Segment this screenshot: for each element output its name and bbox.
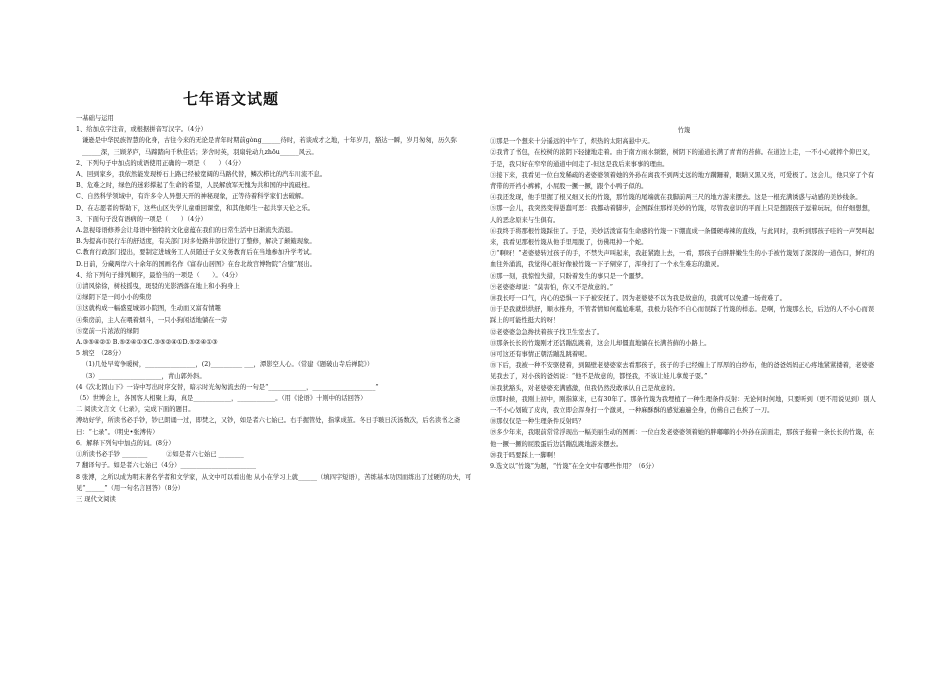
option-d: D.日前，分藏两岸六十余年的国画名作《富春山居图》在台北故宫博物院“合璧”展出。 — [76, 260, 316, 268]
question-6-items: ①所读书必手钞 ________ ②如是者六七始已 ________ — [76, 451, 244, 459]
paragraph-1: ①那是一个想来十分遥远的中午了，炽热的太阳高悬中天。 — [490, 138, 654, 146]
paragraph-3: ③接下来，我看见一位白发稀疏的老婆婆领着她的外孙在离我不到两丈远的地方蹒跚着，眼睛又黑又亮，可爱极了。这会儿，他只穿了个有背带的开裆小裤裤，小屁股一撅一撅，跟个小鸭子似的。 — [490, 171, 875, 191]
paragraph-9: ⑨老婆婆却说：“莫害怕，你又不是故意的。” — [490, 283, 613, 291]
paragraph-17: ⑰那时候，我刚上初中，刚指算来，已有30年了。那条竹篾为我埋植了一种生理条件反射：无论何时何地，只要听到（更不用说见到）别人一不小心划破了皮肉，我立即会浑身打一个激灵，一种麻酥酥的感觉遍遍全身，仿佛自己也挨了一刀。 — [490, 395, 876, 415]
fill-blank-3: （3）____________________，青山郭外斜。 — [82, 372, 206, 380]
question-4-options: A.③⑤④②① B.⑤②④①③C.③⑤②④①D.⑤②④①③ — [76, 339, 218, 347]
option-d: D、在志愿者的帮助下，这些山区失学儿童重回课堂，和其他师生一起共享天伦之乐。 — [76, 204, 315, 212]
sentence-3: ③这就构成一幅盛夏城郊小院图，生动而又富有情趣 — [76, 305, 221, 313]
paragraph-13: ⑬那条长长的竹篾刚才还活蹦乱跳着，这会儿却僵直地躺在长满苔藓的小路上。 — [490, 339, 711, 347]
sentence-2: ②绿阴下是一间小小的柴房 — [76, 294, 152, 302]
paragraph-4: ④我还发现，他手里握了根又细又长的竹篾，那竹篾的尾端就在我脚前两三尺的地方游来摆去。这是一根充满诱惑与动感的美妙线条。 — [490, 194, 862, 202]
option-c: C、自然科学领域中，有许多令人异想天开的神秘现象，正等待着科学家们去破解。 — [76, 193, 308, 201]
section-heading: 一基础与运用 — [76, 115, 114, 122]
paragraph-15: ⑮下后，我被一种不安驱使着，到隔壁老婆婆家去看那孩子，孩子的手已经缠上了厚厚的白纱布，他的爸爸妈妈正心疼地紧紧搂着，老婆婆见我去了，对小孩的爸妈说：“他不是故意的，都怪我，不该让娃儿拿蔑子耍。” — [490, 362, 875, 381]
paragraph-2: ②我背了书包，在校树的浓阴下轻捷地走着。由于南方雨水频繁，树阴下的通道长满了青青的苔藓。在道边上走，一不小心就摔个仰巴叉，于是，我只好在窄窄的通道中间走了-但这是我后来事事的理由。 — [490, 149, 875, 168]
option-c: C.教育行政部门提出，要制定进城务工人员随迁子女义务教育后在当地参加升学考试。 — [76, 249, 316, 257]
paragraph-20: ⑳我于吗要踩上一脚啊！ — [490, 451, 560, 459]
option-b: B、危难之时，绿色的迷彩撑起了生命的希望，人民解放军无愧为共和国的中流砥柱。 — [76, 182, 314, 190]
question-9: 9.选文以“竹篾”为题，“竹篾”在全文中有哪些作用？（6分） — [490, 463, 658, 471]
question-2: 2、下列句子中加点的成语使用正确的一项是（ ）（4分） — [76, 159, 245, 167]
section-3-heading: 三 现代文阅读 — [76, 495, 116, 503]
option-b: B.为提高市民行车的舒适度，有关部门对多处路井部位进行了整修，解决了颠簸现象。 — [76, 238, 316, 246]
paragraph-8: ⑧那一刻，我惊惶失措，只盼着发生的事只是一个噩梦。 — [490, 272, 648, 280]
fill-blank-4: (4《次北固山下》一诗中写出时序交替，暗示时光匆匆流去的一句是“____________，____________________” — [76, 383, 379, 391]
question-1: 1、给加点字注音，或根据拼音写汉字。（4分） — [76, 126, 207, 134]
right-column — [490, 125, 878, 472]
question-6: 6．解释下列句中加点的词。(8分） — [76, 439, 175, 447]
question-4: 4、给下列句子排列顺序，最恰当的一项是（ ）。（4分） — [76, 271, 242, 279]
question-1-passage: 谦逊是中华民族智慧的化身，古往今来的无论是青年时期前ɡònɡ______待时，若谈成才之地，十年岁月，豁达一瞬，岁月匆匆，历久弥______深，三顾茅庐，马蹄踏向千秋佳话；茅舍时英，羽扇轮动九zhōu______风云。 — [82, 137, 457, 156]
left-column — [76, 113, 474, 505]
paragraph-18: ⑱那仅仅是一种生理条件反射吗？ — [490, 418, 585, 426]
question-3: 3、下面句子没有语病的一项是（ ）（4分） — [76, 215, 207, 223]
paragraph-19: ⑲多少年来，我眼前常常浮现出一幅美丽生动的图画：一位白发老婆婆领着她的胖嘟嘟的小外孙在前面走，那孩子拖着一条长长的竹篾，在他一撅一撅的屁股蛋后边活蹦乱跳地游来摆去。 — [490, 429, 875, 448]
fill-blank-1: （1)几处早莺争暖树，________________，(2)__________ ___，潭影空人心。（常建《题破山寺后禅院》） — [82, 361, 374, 369]
sentence-4: ④柴房前，主人在喂着烟斗，一只小狗闲适地躺在一旁 — [76, 316, 228, 324]
sentence-5: ⑤宽前一片浓浓的绿阴 — [76, 327, 139, 335]
question-7: 7 翻译句子。如是者六七始已（4分）________________________ — [76, 462, 257, 470]
paragraph-6: ⑥我终于将那根竹篾踩住了。于是，美妙活泼富有生命感的竹篾一下绷直成一条僵硬毒辣的直线，与此同时，我听到那孩子哇的一声哭叫起来，我看见那根竹篾从他手里甩脱了，仿佛甩掉一个蛇。 — [490, 227, 875, 247]
paragraph-5: ⑤那一会儿，我突然变得愚蠢可恶：我挪动着脚步，企图踩住那样美妙的竹篾，尽管我意识的平面上只是想跟孩子逗着玩玩，但仔细想想，人的恶念原来与生俱有。 — [490, 205, 875, 224]
paragraph-11: ⑪于是我就烘烘舒，顺水推舟，不管者情如何尴尬难堪，我极力装作不自心而误踩了竹篾的样态。是啊，竹篾那么长，后边的人不小心而误踩上的可能性挺大的呀！ — [490, 306, 875, 325]
option-a: A.忽视母语修养会让母语中独特的文化意蕴在我们的日常生活中日渐流失消退。 — [76, 227, 297, 235]
section-2-heading: 二 阅读文言文《七录》，完成下面的题目。 — [76, 406, 195, 414]
paragraph-7: ⑦“啊呀！”老婆婆转过孩子的手，不禁失声叫起来，我赶紧跑上去，一看，那孩子白胖胖嫩生生的小手被竹篾划了深深的一道伤口，鲜红的血往外涌流，我觉得心脏好像被竹篾一下子剜穿了，浑身打了一个永生难忘的激灵。 — [490, 250, 875, 269]
paragraph-16: ⑯我犹豁头，对老婆婆充满感激，但我仍然没敢承认自己是故意的。 — [490, 384, 679, 392]
question-8: 8 张溥，之所以成为明末著名学者和文学家，从文中可以看出他 从小在学习上就______（填四字短语），苦练基本功因而练出了过硬的功夫，可见“______”（用一句名言回答）（8分） — [76, 473, 472, 492]
exam-title: 七年语文试题 — [183, 90, 280, 108]
paragraph-12: ⑫老婆婆急急搀扶着孩子找卫生室去了。 — [490, 328, 604, 336]
question-5: 5 填空 （28分） — [76, 350, 125, 358]
fill-blank-5: （5）世博会上，各国客人相聚上海，真是____________，____________。（用《论语》十则中的话回答） — [76, 395, 367, 403]
classical-passage: 溥幼好学，所读书必手钞，钞已朗诵一过，即焚之，又钞，如是者六七始已。右手握管处，指掌成茧。冬日手皲日沃汤数次，后名读书之斋曰：“七录”。（明史•张溥传） — [76, 417, 461, 436]
paragraph-10: ⑩我长吁一口气，内心的恐惧一下子被安抚了。因为老婆婆不以为我是故意的，我就可以免遭一场责难了。 — [490, 295, 786, 303]
sentence-1: ①清风徐徐，树枝摇曳，斑驳的光影洒落在地上和小狗身上 — [76, 283, 240, 291]
paragraph-14: ⑭可这还有事情正朝活蹦乱跳着呢。 — [490, 351, 591, 359]
reading-title: 竹篾 — [677, 127, 691, 134]
option-a: A、回到家乡，我依然能发现桥石上路已经被宽阔的马路代替，鳞次栉比的汽车川流不息。 — [76, 171, 327, 179]
